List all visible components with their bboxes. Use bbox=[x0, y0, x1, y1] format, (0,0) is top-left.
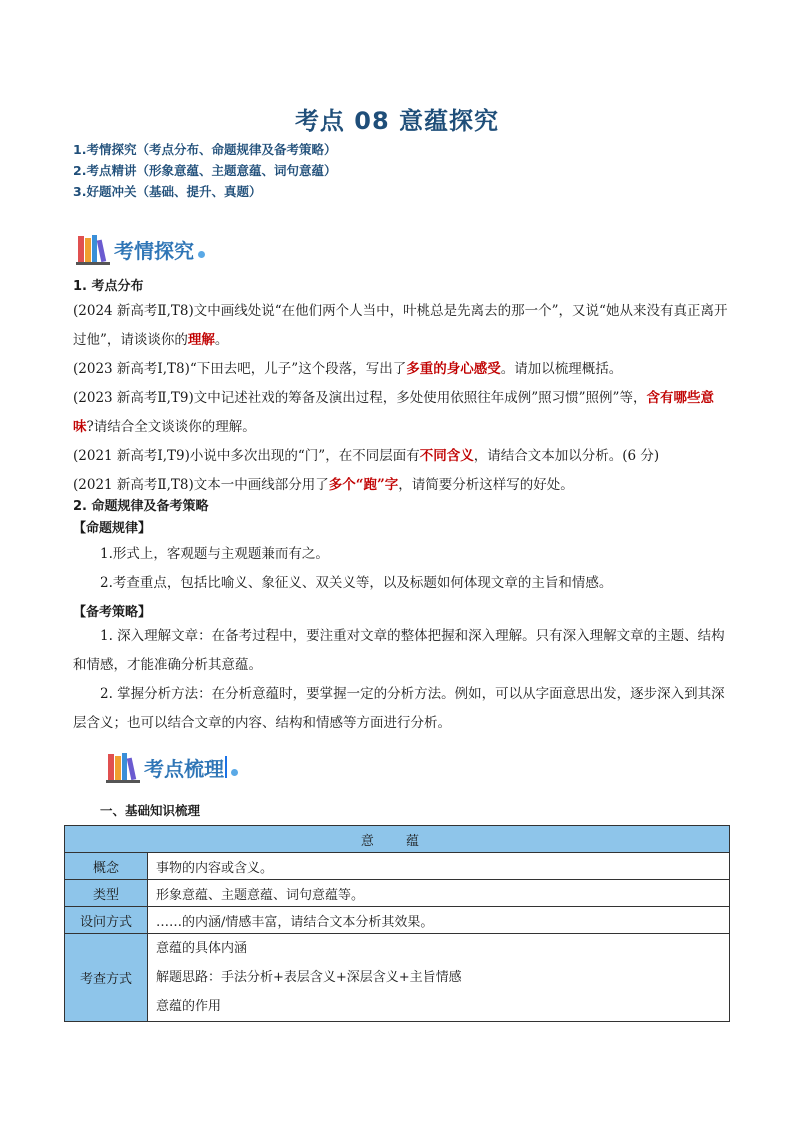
row-label: 设问方式 bbox=[65, 907, 148, 934]
highlight-text: 含有哪些意味 bbox=[73, 390, 714, 435]
knowledge-table bbox=[64, 825, 730, 1022]
section-title: 考点梳理 bbox=[144, 756, 224, 781]
subheading-rules: 2. 命题规律及备考策略 bbox=[73, 499, 209, 514]
dot-icon bbox=[198, 251, 205, 258]
item-text: ，请结合文本加以分析。(6 分) bbox=[473, 448, 660, 464]
highlight-text: 理解 bbox=[187, 332, 215, 348]
list-item bbox=[73, 355, 728, 384]
item-text: (2021 新高考Ⅰ,T9)小说中多次出现的“门”，在不同层面有 bbox=[73, 448, 420, 464]
rule-item: 1.形式上，客观题与主观题兼而有之。 bbox=[100, 546, 329, 562]
item-text: 。请加以梳理概括。 bbox=[500, 361, 623, 377]
section-header-kaoqing bbox=[76, 230, 205, 268]
table-row bbox=[65, 934, 730, 1022]
strategy-item: 2. 掌握分析方法：在分析意蕴时，要掌握一定的分析方法。例如，可以从字面意思出发，逐步深入到其深层含义；也可以结合文章的内容、结构和情感等方面进行分析。 bbox=[73, 686, 725, 731]
table-row bbox=[65, 880, 730, 907]
item-text: 。 bbox=[214, 332, 229, 348]
rule-heading: 【命题规律】 bbox=[73, 521, 152, 536]
table-row bbox=[65, 907, 730, 934]
strategy-item: 1. 深入理解文章：在备考过程中，要注重对文章的整体把握和深入理解。只有深入理解文章的主题、结构和情感，才能准确分析其意蕴。 bbox=[73, 628, 725, 673]
text-cursor bbox=[225, 756, 227, 778]
list-item bbox=[73, 384, 728, 442]
subheading-distribution: 1. 考点分布 bbox=[73, 279, 144, 294]
page-title: 考点 08 意蕴探究 bbox=[294, 107, 500, 135]
row-line: 意蕴的作用 bbox=[156, 999, 222, 1014]
strategy-heading: 【备考策略】 bbox=[73, 605, 152, 620]
table-row bbox=[65, 853, 730, 880]
row-value: 形象意蕴、主题意蕴、词句意蕴等。 bbox=[148, 880, 730, 907]
dot-icon bbox=[231, 769, 238, 776]
rules-list bbox=[100, 540, 730, 598]
row-value bbox=[148, 934, 730, 1022]
table-header: 意 蕴 bbox=[65, 826, 730, 853]
row-line: 解题思路：手法分析+表层含义+深层含义+主旨情感 bbox=[156, 970, 462, 985]
rule-item: 2.考查重点，包括比喻义、象征义、双关义等，以及标题如何体现文章的主旨和情感。 bbox=[100, 575, 613, 591]
highlight-text: 多个“跑”字 bbox=[328, 477, 399, 493]
row-value: 事物的内容或含义。 bbox=[148, 853, 730, 880]
row-label: 考查方式 bbox=[65, 934, 148, 1022]
books-icon bbox=[76, 232, 110, 266]
row-label: 概念 bbox=[65, 853, 148, 880]
toc-item: 1.考情探究（考点分布、命题规律及备考策略） bbox=[73, 142, 337, 157]
section-header-kaodian bbox=[106, 748, 238, 786]
section-title: 考情探究 bbox=[114, 238, 194, 263]
item-text: (2023 新高考Ⅱ,T9)文中记述社戏的筹备及演出过程，多处使用依照往年成例”照习惯”照例”等， bbox=[73, 390, 647, 406]
item-text: (2023 新高考Ⅰ,T8)“下田去吧，儿子”这个段落，写出了 bbox=[73, 361, 407, 377]
item-text: ，请简要分析这样写的好处。 bbox=[398, 477, 574, 493]
books-icon bbox=[106, 750, 140, 784]
subheading-basics: 一、基础知识梳理 bbox=[100, 803, 201, 818]
toc-item: 3.好题冲关（基础、提升、真题） bbox=[73, 184, 262, 199]
table-header-row bbox=[65, 826, 730, 853]
row-label: 类型 bbox=[65, 880, 148, 907]
highlight-text: 多重的身心感受 bbox=[406, 361, 501, 377]
item-text: ?请结合全文谈谈你的理解。 bbox=[86, 419, 256, 435]
row-value: ……的内涵/情感丰富，请结合文本分析其效果。 bbox=[148, 907, 730, 934]
highlight-text: 不同含义 bbox=[419, 448, 474, 464]
table-of-contents bbox=[73, 139, 336, 202]
row-line: 意蕴的具体内涵 bbox=[156, 941, 248, 956]
list-item bbox=[73, 297, 728, 355]
item-text: (2024 新高考Ⅱ,T8)文中画线处说“在他们两个人当中，叶桃总是先离去的那一个”，又说“她从来没有真正离开过他”，请谈谈你的 bbox=[73, 303, 728, 348]
list-item bbox=[73, 442, 728, 471]
item-text: (2021 新高考Ⅱ,T8)文本一中画线部分用了 bbox=[73, 477, 329, 493]
distribution-list bbox=[73, 297, 728, 500]
toc-item: 2.考点精讲（形象意蕴、主题意蕴、词句意蕴） bbox=[73, 163, 337, 178]
